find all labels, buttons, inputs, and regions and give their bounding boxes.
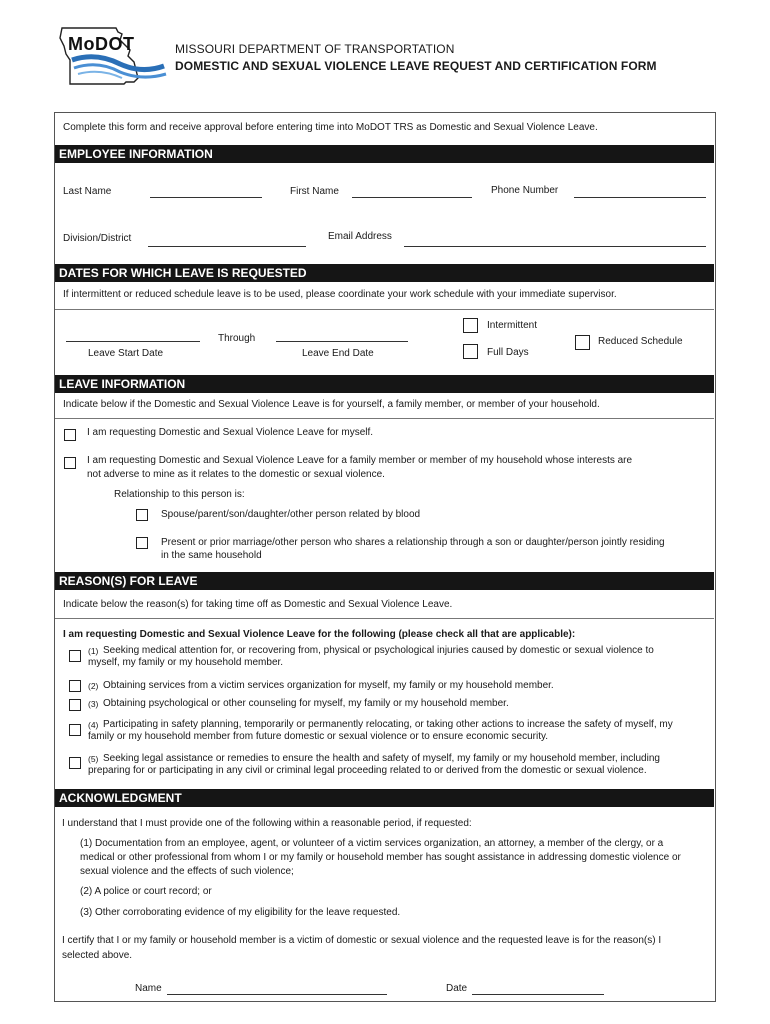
family-label-line2: not adverse to mine as it relates to the domestic or sexual violence. — [87, 469, 385, 480]
intro-text: Complete this form and receive approval before entering time into MoDOT TRS as Domestic and Sexual Violence Leave. — [63, 122, 598, 133]
reason-4-line1: Participating in safety planning, temporarily or permanently relocating, or taking other actions to increase the safety of myself, my — [103, 719, 673, 730]
ack-p2: (2) A police or court record; or — [80, 886, 212, 897]
name-field[interactable] — [167, 994, 387, 995]
modot-logo — [56, 26, 172, 86]
divider — [55, 309, 714, 310]
certify-line1: I certify that I or my family or household member is a victim of domestic or sexual violence and the requested leave is for the reason(s) I — [62, 935, 662, 946]
reason-3-line1: Obtaining psychological or other counseling for myself, my family or my household member. — [103, 698, 509, 709]
first-name-field[interactable] — [352, 197, 472, 198]
relationship-marriage-line1: Present or prior marriage/other person who shares a relationship through a son or daughter/person jointly residing — [161, 537, 665, 548]
reason-3-checkbox[interactable] — [69, 699, 81, 711]
logo-wordmark: MoDOT — [68, 34, 135, 54]
last-name-field[interactable] — [150, 197, 262, 198]
reason-1-line1: Seeking medical attention for, or recovering from, physical or psychological injuries caused by domestic or sexual violence to — [103, 645, 654, 656]
ack-p1-line1: (1) Documentation from an employee, agent, or volunteer of a victim services organization, an attorney, a member of the clergy, or a — [80, 838, 664, 849]
date-label: Date — [446, 983, 468, 994]
family-checkbox[interactable] — [64, 457, 76, 469]
leave-end-label: Leave End Date — [302, 348, 374, 359]
section-reasons: REASON(S) FOR LEAVE — [55, 572, 714, 590]
last-name-label: Last Name — [63, 186, 112, 197]
division-label: Division/District — [63, 233, 132, 244]
reasons-instruction: I am requesting Domestic and Sexual Violence Leave for the following (please check all that are applicable): — [63, 629, 576, 640]
section-employee-information: EMPLOYEE INFORMATION — [55, 145, 714, 163]
reasons-note: Indicate below the reason(s) for taking time off as Domestic and Sexual Violence Leave. — [63, 599, 453, 610]
full-days-checkbox[interactable] — [463, 344, 478, 359]
section-leave-information: LEAVE INFORMATION — [55, 375, 714, 393]
intermittent-label: Intermittent — [487, 320, 538, 331]
ack-p1-line2: medical or other professional from whom I or my family or household member has sought assistance in addressing domestic violence or — [80, 852, 681, 863]
leave-start-label: Leave Start Date — [88, 348, 164, 359]
reason-5-checkbox[interactable] — [69, 757, 81, 769]
form-title: DOMESTIC AND SEXUAL VIOLENCE LEAVE REQUEST AND CERTIFICATION FORM — [175, 59, 657, 73]
divider — [55, 618, 714, 619]
intermittent-checkbox[interactable] — [463, 318, 478, 333]
email-field[interactable] — [404, 246, 706, 247]
reason-2-line1: Obtaining services from a victim services organization for myself, my family or my household member. — [103, 680, 554, 691]
family-label-line1: I am requesting Domestic and Sexual Violence Leave for a family member or member of my household whose interests are — [87, 455, 633, 466]
reason-4-checkbox[interactable] — [69, 724, 81, 736]
reason-4-num: (4) — [88, 720, 99, 730]
ack-p1-line3: sexual violence and the effects of such violence; — [80, 866, 294, 877]
phone-number-label: Phone Number — [491, 185, 559, 196]
email-label: Email Address — [328, 231, 392, 242]
reason-5-line1: Seeking legal assistance or remedies to ensure the health and safety of myself, my family or my household member, including — [103, 753, 660, 764]
relationship-label: Relationship to this person is: — [114, 489, 245, 500]
reason-1-num: (1) — [88, 646, 99, 656]
reason-2-num: (2) — [88, 681, 99, 691]
name-label: Name — [135, 983, 162, 994]
reason-4-line2: family or my household member from future domestic or sexual violence or to ensure economic security. — [88, 731, 549, 742]
ack-intro: I understand that I must provide one of the following within a reasonable period, if requested: — [62, 818, 472, 829]
certify-line2: selected above. — [62, 950, 133, 961]
first-name-label: First Name — [290, 186, 339, 197]
reason-1-line2: myself, my family or my household member. — [88, 657, 284, 668]
leave-note: Indicate below if the Domestic and Sexual Violence Leave is for yourself, a family member, or member of your household. — [63, 399, 600, 410]
reason-5-num: (5) — [88, 754, 99, 764]
full-days-label: Full Days — [487, 347, 529, 358]
reason-5-line2: preparing for or participating in any civil or criminal legal proceeding related to or derived from the domestic or sexual violence. — [88, 765, 647, 776]
self-label: I am requesting Domestic and Sexual Violence Leave for myself. — [87, 427, 374, 438]
relationship-marriage-checkbox[interactable] — [136, 537, 148, 549]
org-name: MISSOURI DEPARTMENT OF TRANSPORTATION — [175, 42, 455, 56]
divider — [55, 418, 714, 419]
relationship-blood-label: Spouse/parent/son/daughter/other person related by blood — [161, 509, 421, 520]
reduced-schedule-checkbox[interactable] — [575, 335, 590, 350]
self-checkbox[interactable] — [64, 429, 76, 441]
division-field[interactable] — [148, 246, 306, 247]
phone-number-field[interactable] — [574, 197, 706, 198]
reason-3-num: (3) — [88, 699, 99, 709]
reason-1-checkbox[interactable] — [69, 650, 81, 662]
date-field[interactable] — [472, 994, 604, 995]
relationship-blood-checkbox[interactable] — [136, 509, 148, 521]
dates-note: If intermittent or reduced schedule leave is to be used, please coordinate your work schedule with your immediate supervisor. — [63, 289, 617, 300]
leave-start-field[interactable] — [66, 341, 200, 342]
leave-end-field[interactable] — [276, 341, 408, 342]
ack-p3: (3) Other corroborating evidence of my eligibility for the leave requested. — [80, 907, 401, 918]
reason-2-checkbox[interactable] — [69, 680, 81, 692]
section-acknowledgment: ACKNOWLEDGMENT — [55, 789, 714, 807]
relationship-marriage-line2: in the same household — [161, 550, 262, 561]
section-dates: DATES FOR WHICH LEAVE IS REQUESTED — [55, 264, 714, 282]
through-label: Through — [218, 333, 256, 344]
reduced-schedule-label: Reduced Schedule — [598, 336, 683, 347]
